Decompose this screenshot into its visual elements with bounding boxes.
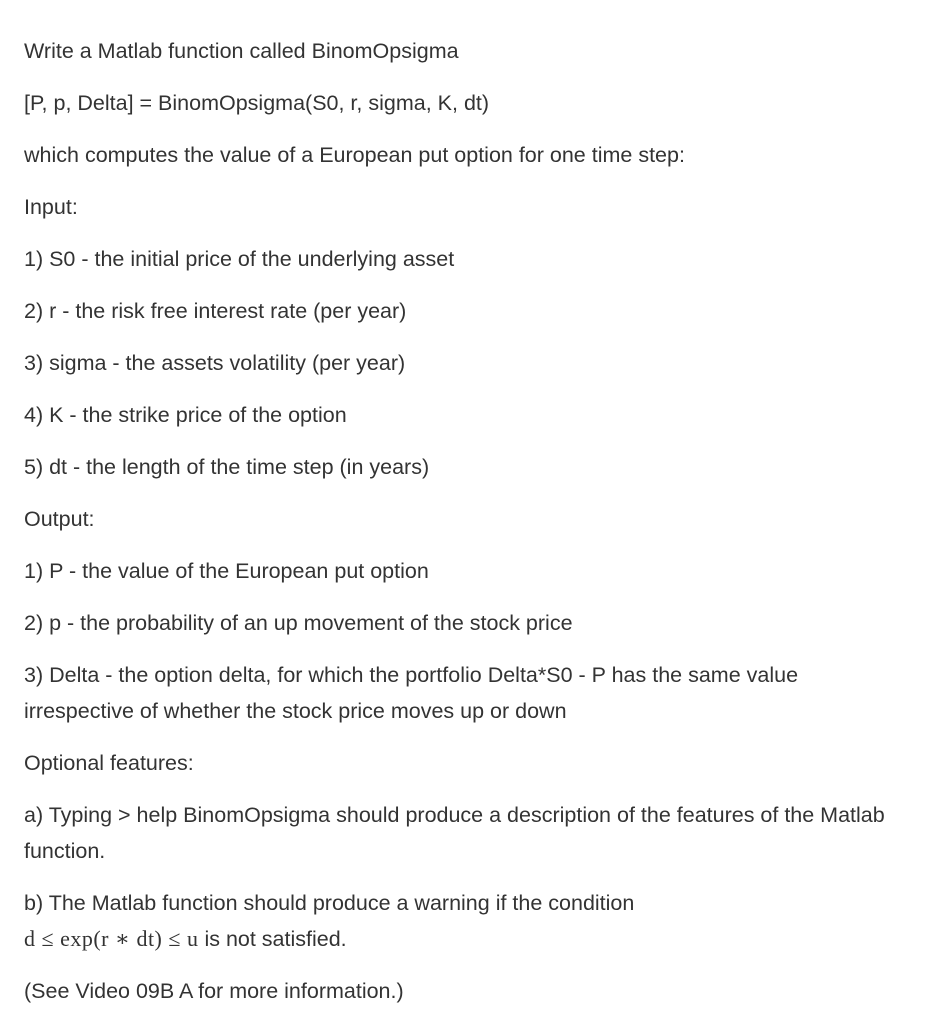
output-item-delta: 3) Delta - the option delta, for which the portfolio Delta*S0 - P has the same value irrespective of whether the stock price moves up or down [24,663,799,723]
input-item-dt: 5) dt - the length of the time step (in years) [24,455,430,479]
function-description: which computes the value of a European put option for one time step: [24,143,685,167]
input-item-k: 4) K - the strike price of the option [24,403,347,427]
footer-note: (See Video 09B A for more information.) [24,979,404,1003]
input-item-r: 2) r - the risk free interest rate (per year) [24,299,407,323]
optional-feature-b [24,885,904,957]
optional-feature-a: a) Typing > help BinomOpsigma should produce a description of the features of the Matlab function. [24,803,885,863]
input-heading: Input: [24,195,78,219]
optional-heading: Optional features: [24,751,194,775]
input-item-s0: 1) S0 - the initial price of the underlying asset [24,247,455,271]
intro-line: Write a Matlab function called BinomOpsigma [24,39,459,63]
output-item-p-value: 1) P - the value of the European put option [24,559,429,583]
output-heading: Output: [24,507,95,531]
function-signature: [P, p, Delta] = BinomOpsigma(S0, r, sigma, K, dt) [24,91,490,115]
output-item-probability: 2) p - the probability of an up movement of the stock price [24,611,573,635]
optional-feature-b-text: b) The Matlab function should produce a warning if the condition [24,891,635,915]
input-item-sigma: 3) sigma - the assets volatility (per year) [24,351,406,375]
optional-feature-b-suffix: is not satisfied. [198,927,347,951]
condition-formula: d ≤ exp(r ∗ dt) ≤ u [24,926,199,951]
